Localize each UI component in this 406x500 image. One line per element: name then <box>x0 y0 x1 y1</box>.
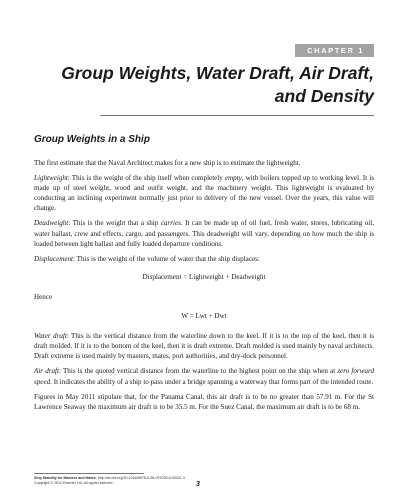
term-water-draft: Water draft <box>34 332 67 341</box>
footer-copyright: Copyright © 2012 Elsevier Ltd. All rights reserved. <box>34 481 114 485</box>
paragraph-deadweight <box>34 218 374 248</box>
air-draft-emphasis: zero forward speed <box>34 367 374 386</box>
lightweight-text-a: : This is the weight of the ship itself when completely <box>67 174 225 183</box>
section-heading: Group Weights in a Ship <box>34 134 150 145</box>
paragraph-air-draft <box>34 366 374 386</box>
paragraph-lightweight <box>34 173 374 213</box>
water-draft-text: : This is the vertical distance from the waterline down to the keel. If it is to the top of the keel, then it is draft molded. If it is to the bottom of the keel, then it is draft extreme. Draft molded is used mainly by naval architects. Draft extreme is used mainly by masters, mates, port authorities, and dry-dock personnel. <box>34 332 374 361</box>
paragraph-intro: The first estimate that the Naval Architect makes for a new ship is to estimate the lightweight. <box>34 159 301 167</box>
paragraph-hence: Hence <box>34 292 53 301</box>
body-text <box>34 158 374 417</box>
term-lightweight: Lightweight <box>34 174 68 183</box>
term-deadweight: Deadweight <box>34 219 69 228</box>
air-draft-text-b: . It indicates the ability of a ship to pass under a bridge spanning a waterway that forms part of the intended route. <box>50 377 374 386</box>
deadweight-text-b: . It can be made up of oil fuel, fresh water, stores, lubricating oil, water ballast, crew and effects, cargo, and passengers. This deadweight will vary, depending on how much the ship is loaded between light ballast and fully loaded departure conditions. <box>34 219 374 248</box>
air-draft-text-a: : This is the quoted vertical distance from the waterline to the highest point on the ship when at <box>59 367 338 376</box>
displacement-text: : This is the weight of the volume of water that the ship displaces: <box>73 254 260 263</box>
chapter-title: Group Weights, Water Draft, Air Draft, and Density <box>61 63 374 106</box>
deadweight-emphasis: carries <box>160 219 181 228</box>
paragraph-figures: Figures in May 2011 stipulate that, for the Panama Canal, this air draft is to be no greater than 57.91 m. For the St Lawrence Seaway the maximum air draft is to be 35.5 m. For the Suez Canal, the maximum air draft is to be 68 m. <box>34 392 374 411</box>
equation-displacement: Displacement = Lightweight + Deadweight <box>142 272 266 281</box>
footer-book-title: Ship Stability for Masters and Mates. <box>34 476 97 480</box>
term-air-draft: Air draft <box>34 367 59 376</box>
chapter-label: CHAPTER 1 <box>295 44 374 57</box>
paragraph-water-draft <box>34 331 374 361</box>
equation-weight: W = Lwt + Dwt <box>181 312 227 321</box>
lightweight-emphasis: empty <box>224 174 242 183</box>
paragraph-displacement <box>34 254 374 264</box>
lightweight-text-b: , with boilers topped up to working level. It is made up of steel weight, wood and outfit weight, and the machinery weight. This lightweight is evaluated by conducting an inclining experiment normally just prior to delivery of the new vessel. Over the years, this value will change. <box>34 174 375 213</box>
footer-doi-link[interactable]: http://dx.doi.org/10.1016/B978-0-08-097093-6.00001-3 <box>96 476 185 480</box>
title-divider <box>100 115 374 116</box>
footer-divider <box>34 473 144 474</box>
page-number: 3 <box>196 481 200 488</box>
term-displacement: Displacement <box>34 254 74 263</box>
footer <box>34 476 374 486</box>
deadweight-text-a: : This is the weight that a ship <box>68 219 161 228</box>
